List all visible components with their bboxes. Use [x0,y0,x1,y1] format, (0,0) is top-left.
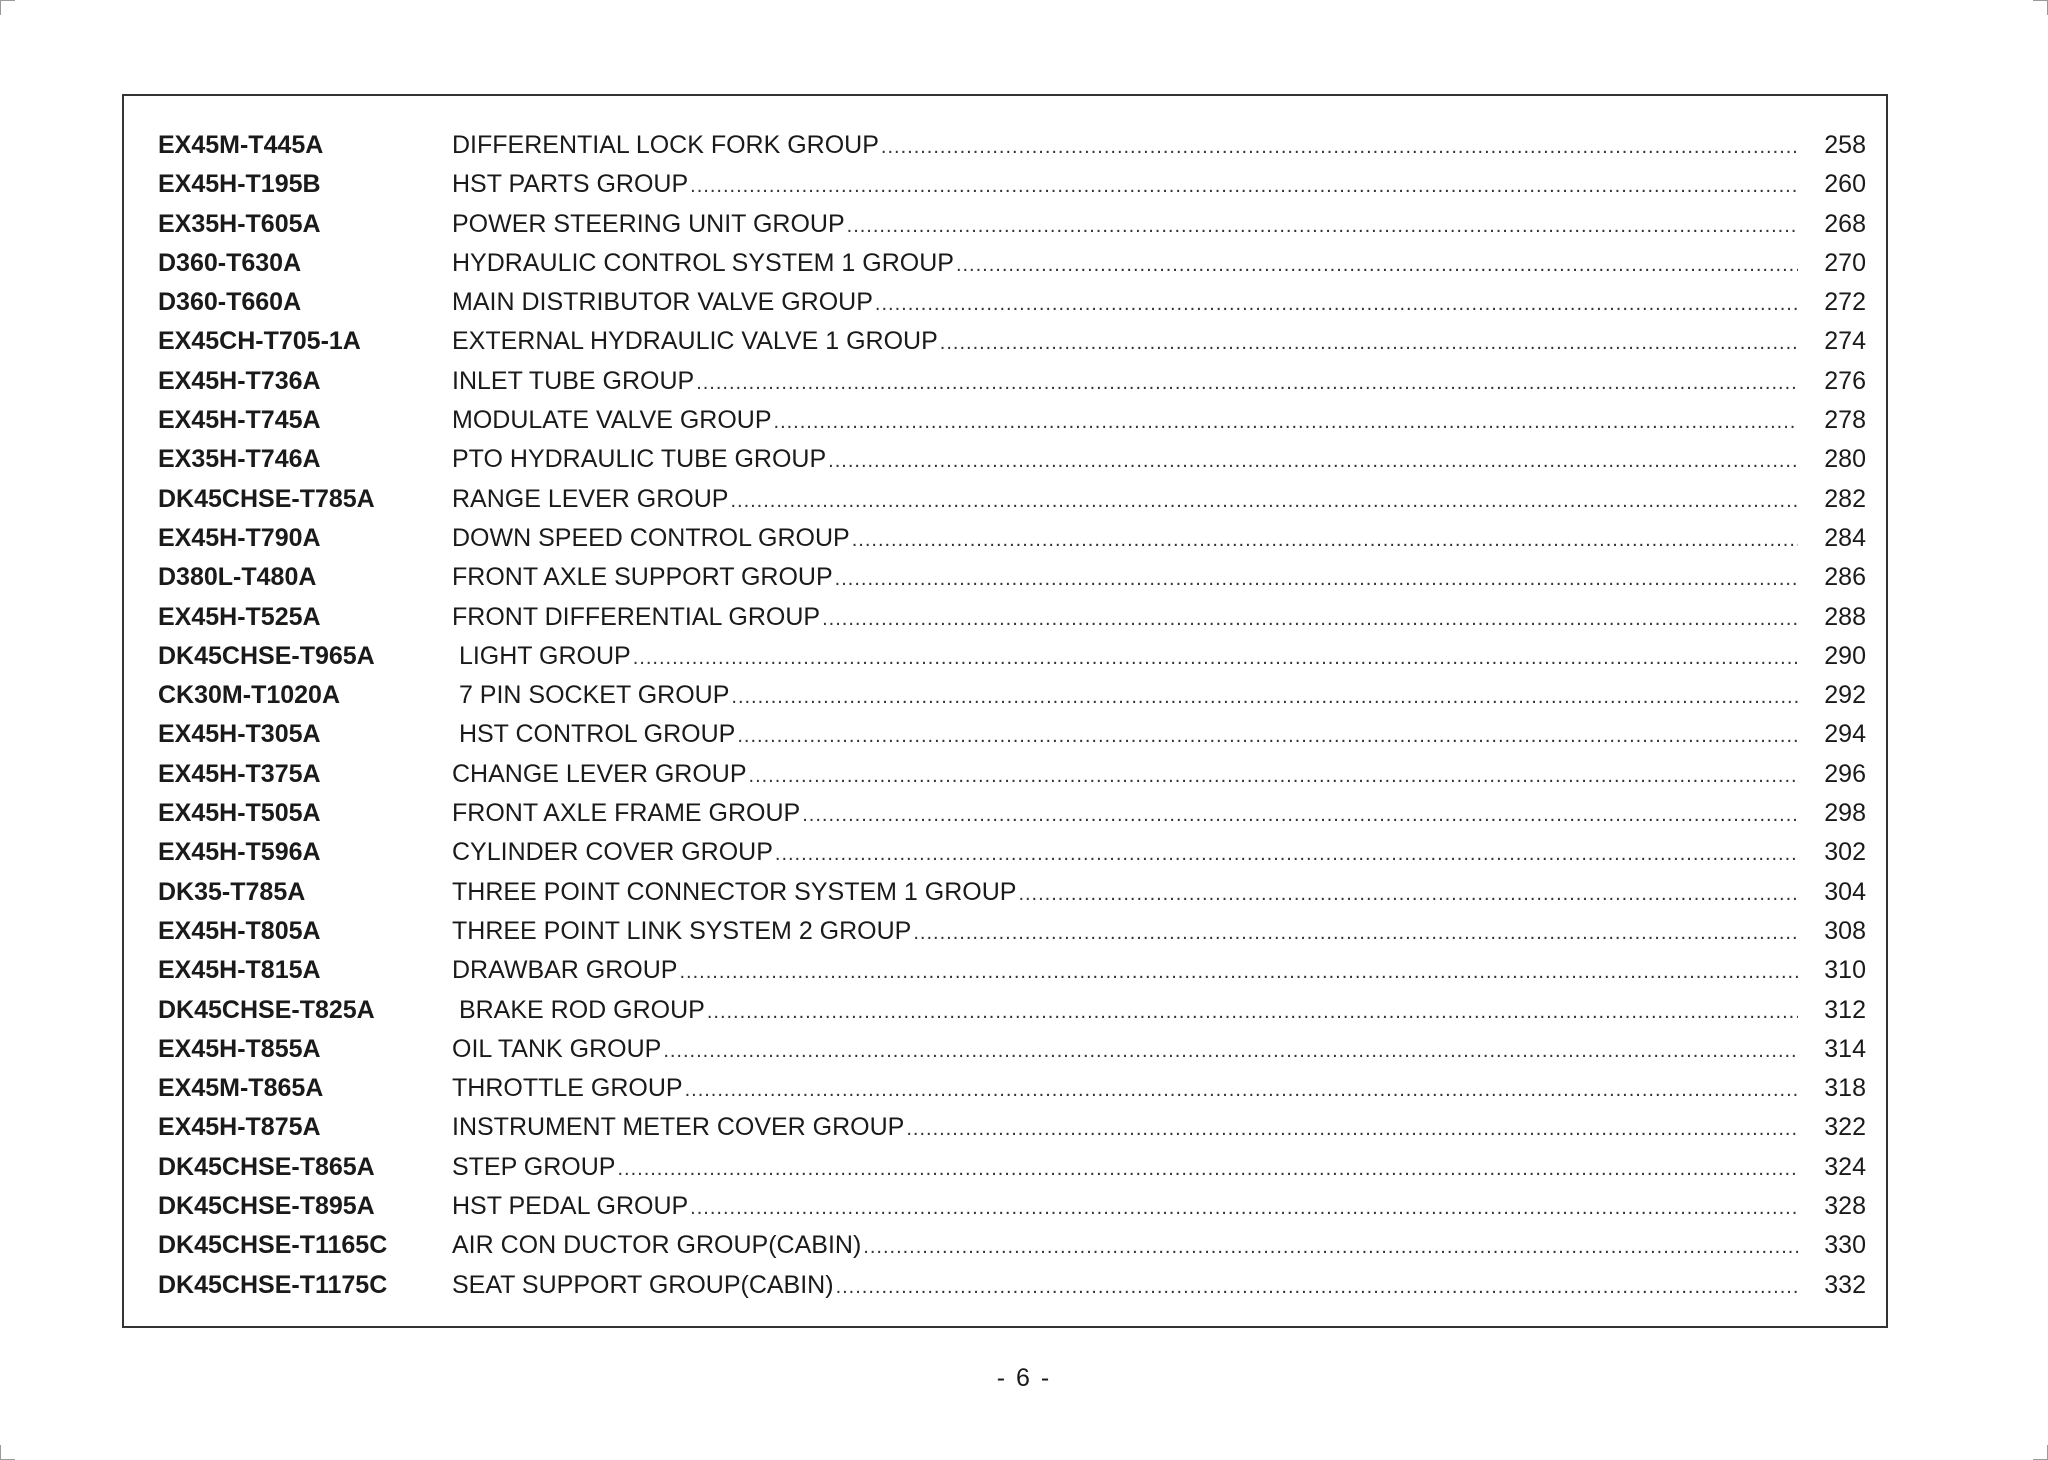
toc-entry-title-text: LIGHT GROUP [452,641,631,670]
toc-entry-page: 298 [1824,799,1866,828]
toc-entry-title [452,637,1802,678]
toc-entry-title-text: MAIN DISTRIBUTOR VALVE GROUP [452,288,873,317]
toc-entry [158,873,1866,912]
toc-entry-title [452,1148,1802,1189]
toc-entry-code: D360-T630A [158,248,302,277]
toc-entry-page: 278 [1824,406,1866,435]
toc-entry-code: EX45H-T375A [158,759,321,788]
toc-entry-page: 270 [1824,248,1866,277]
toc-entry-page: 276 [1824,366,1866,395]
dot-leader [696,364,1798,403]
toc-entry-title-text: EXTERNAL HYDRAULIC VALVE 1 GROUP [452,327,938,356]
toc-entry-page: 288 [1824,602,1866,631]
toc-entry-code: EX45H-T875A [158,1113,321,1142]
toc-entry-code: DK45CHSE-T895A [158,1192,375,1221]
toc-entry-title [452,794,1802,835]
toc-entry-title [452,126,1802,167]
toc-entry-page: 310 [1824,956,1866,985]
toc-entry [158,1148,1866,1187]
dot-leader [875,285,1798,324]
toc-entry-code: EX35H-T605A [158,209,321,238]
page-number: - 6 - [996,1364,1052,1392]
toc-entry [158,1226,1866,1265]
toc-entry-code: DK45CHSE-T965A [158,641,375,670]
dot-leader [690,167,1798,206]
dot-leader [690,1189,1798,1228]
dot-leader [749,757,1798,796]
toc-entry-code: EX45H-T505A [158,799,321,828]
toc-entry-title [452,1226,1802,1267]
toc-entry-code: EX45H-T815A [158,956,321,985]
toc-entry-code: EX45H-T305A [158,720,321,749]
toc-entry-code: DK45CHSE-T1175C [158,1270,388,1299]
dot-leader [881,128,1798,167]
dot-leader [913,914,1798,953]
dot-leader [956,246,1798,285]
toc-entry-page: 318 [1824,1074,1866,1103]
dot-leader [707,993,1798,1032]
toc-entry [158,401,1866,440]
toc-entry-title [452,755,1802,796]
toc-entry-page: 312 [1824,995,1866,1024]
toc-entry-title [452,1108,1802,1149]
toc-entry-title [452,1187,1802,1228]
toc-entry-code: DK45CHSE-T1165C [158,1231,388,1260]
toc-entry [158,165,1866,204]
toc-entry-title-text: OIL TANK GROUP [452,1034,662,1063]
toc-entry-title [452,165,1802,206]
toc-entry-page: 304 [1824,877,1866,906]
dot-leader [633,639,1798,678]
dot-leader [836,1268,1798,1307]
toc-entry-title-text: CYLINDER COVER GROUP [452,838,773,867]
toc-entry-code: EX45M-T865A [158,1074,324,1103]
toc-entry-page: 290 [1824,641,1866,670]
toc-entry-title [452,440,1802,481]
toc-entry-title [452,676,1802,717]
toc-entry-page: 294 [1824,720,1866,749]
toc-entry [158,440,1866,479]
toc-entry-title-text: CHANGE LEVER GROUP [452,759,747,788]
toc-entry-code: EX45H-T195B [158,170,321,199]
dot-leader [775,835,1798,874]
toc-entry-title [452,519,1802,560]
dot-leader [663,1032,1798,1071]
toc-entry-title [452,205,1802,246]
table-of-contents [158,126,1866,1305]
toc-entry [158,794,1866,833]
toc-entry [158,833,1866,872]
toc-entry [158,1266,1866,1305]
toc-entry-page: 280 [1824,445,1866,474]
toc-entry [158,558,1866,597]
toc-entry-page: 296 [1824,759,1866,788]
toc-entry [158,598,1866,637]
toc-entry-code: DK45CHSE-T865A [158,1152,375,1181]
toc-entry-title-text: MODULATE VALVE GROUP [452,406,772,435]
toc-entry-page: 292 [1824,681,1866,710]
toc-entry [158,362,1866,401]
toc-entry [158,637,1866,676]
dot-leader [679,953,1798,992]
dot-leader [730,482,1798,521]
dot-leader [774,403,1798,442]
toc-entry-page: 274 [1824,327,1866,356]
toc-entry-page: 284 [1824,523,1866,552]
toc-entry-code: EX35H-T746A [158,445,321,474]
toc-entry-code: EX45M-T445A [158,131,324,159]
toc-entry [158,322,1866,361]
toc-entry-title-text: 7 PIN SOCKET GROUP [452,681,730,710]
toc-entry-title-text: FRONT AXLE FRAME GROUP [452,799,801,828]
toc-entry-title [452,322,1802,363]
dot-leader [822,600,1798,639]
dot-leader [731,678,1798,717]
toc-entry-page: 314 [1824,1034,1866,1063]
toc-entry [158,991,1866,1030]
toc-entry-code: D360-T660A [158,288,302,317]
toc-entry-code: EX45H-T745A [158,406,321,435]
toc-entry-title [452,480,1802,521]
toc-entry-page: 322 [1824,1113,1866,1142]
toc-entry-title [452,833,1802,874]
toc-entry-title [452,244,1802,285]
toc-frame [122,94,1888,1328]
crop-mark-top-left [0,0,15,15]
crop-mark-bottom-right [2033,1445,2048,1460]
toc-entry [158,126,1866,165]
toc-entry [158,480,1866,519]
toc-entry-code: EX45H-T790A [158,523,321,552]
toc-entry-code: EX45H-T855A [158,1034,321,1063]
toc-entry-title-text: HST PEDAL GROUP [452,1192,689,1221]
toc-entry-title-text: DRAWBAR GROUP [452,956,678,985]
toc-entry-title-text: DIFFERENTIAL LOCK FORK GROUP [452,131,879,159]
crop-mark-top-right [2033,0,2048,15]
toc-entry-page: 272 [1824,288,1866,317]
toc-entry-title [452,283,1802,324]
dot-leader [852,521,1798,560]
dot-leader [617,1150,1798,1189]
toc-entry-title-text: RANGE LEVER GROUP [452,484,729,513]
toc-entry [158,205,1866,244]
toc-entry-title-text: THREE POINT LINK SYSTEM 2 GROUP [452,916,912,945]
toc-entry-code: DK45CHSE-T785A [158,484,375,513]
toc-entry-title-text: INSTRUMENT METER COVER GROUP [452,1113,905,1142]
toc-entry [158,519,1866,558]
toc-entry-title-text: DOWN SPEED CONTROL GROUP [452,523,850,552]
dot-leader [685,1071,1798,1110]
dot-leader [940,324,1798,363]
toc-entry-page: 282 [1824,484,1866,513]
toc-entry [158,912,1866,951]
toc-entry-code: EX45H-T596A [158,838,321,867]
toc-entry-code: EX45H-T805A [158,916,321,945]
toc-entry [158,1069,1866,1108]
toc-entry [158,283,1866,322]
toc-entry-title [452,598,1802,639]
toc-entry-title [452,1266,1802,1307]
toc-entry-page: 268 [1824,209,1866,238]
toc-entry-title-text: STEP GROUP [452,1152,616,1181]
toc-entry-title [452,362,1802,403]
dot-leader [906,1110,1798,1149]
toc-entry-title [452,715,1802,756]
toc-entry-page: 324 [1824,1152,1866,1181]
toc-entry-code: CK30M-T1020A [158,681,341,710]
toc-entry-title-text: THREE POINT CONNECTOR SYSTEM 1 GROUP [452,877,1017,906]
toc-entry-page: 258 [1824,131,1866,159]
toc-entry-title-text: HYDRAULIC CONTROL SYSTEM 1 GROUP [452,248,954,277]
toc-entry [158,1030,1866,1069]
toc-entry-title-text: FRONT AXLE SUPPORT GROUP [452,563,833,592]
toc-entry-title-text: HST PARTS GROUP [452,170,689,199]
dot-leader [737,717,1798,756]
toc-entry-page: 302 [1824,838,1866,867]
toc-entry [158,755,1866,794]
toc-entry [158,676,1866,715]
toc-entry-code: EX45H-T736A [158,366,321,395]
toc-entry-title [452,991,1802,1032]
toc-entry-code: DK35-T785A [158,877,306,906]
dot-leader [802,796,1798,835]
toc-entry-title-text: HST CONTROL GROUP [452,720,736,749]
toc-entry-code: DK45CHSE-T825A [158,995,375,1024]
toc-entry-title-text: POWER STEERING UNIT GROUP [452,209,845,238]
toc-entry [158,951,1866,990]
toc-entry-title [452,873,1802,914]
toc-entry [158,244,1866,283]
toc-entry [158,715,1866,754]
toc-entry [158,1187,1866,1226]
toc-entry-title [452,912,1802,953]
toc-entry-title-text: THROTTLE GROUP [452,1074,683,1103]
toc-entry-title-text: BRAKE ROD GROUP [452,995,705,1024]
toc-entry-title-text: FRONT DIFFERENTIAL GROUP [452,602,821,631]
toc-entry-title-text: PTO HYDRAULIC TUBE GROUP [452,445,827,474]
toc-entry-page: 260 [1824,170,1866,199]
toc-entry-title [452,1069,1802,1110]
toc-entry-page: 308 [1824,916,1866,945]
dot-leader [1018,875,1798,914]
dot-leader [828,442,1798,481]
toc-entry-title-text: SEAT SUPPORT GROUP(CABIN) [452,1270,834,1299]
toc-entry-code: D380L-T480A [158,563,317,592]
toc-entry [158,1108,1866,1147]
toc-entry-title [452,951,1802,992]
dot-leader [863,1228,1798,1267]
toc-entry-title-text: INLET TUBE GROUP [452,366,695,395]
toc-entry-title [452,1030,1802,1071]
toc-entry-page: 328 [1824,1192,1866,1221]
toc-entry-title-text: AIR CON DUCTOR GROUP(CABIN) [452,1231,862,1260]
toc-entry-title [452,401,1802,442]
toc-entry-page: 330 [1824,1231,1866,1260]
toc-entry-page: 286 [1824,563,1866,592]
toc-entry-page: 332 [1824,1270,1866,1299]
dot-leader [847,207,1798,246]
crop-mark-bottom-left [0,1445,15,1460]
toc-entry-title [452,558,1802,599]
toc-entry-code: EX45CH-T705-1A [158,327,361,356]
toc-entry-code: EX45H-T525A [158,602,321,631]
dot-leader [835,560,1798,599]
